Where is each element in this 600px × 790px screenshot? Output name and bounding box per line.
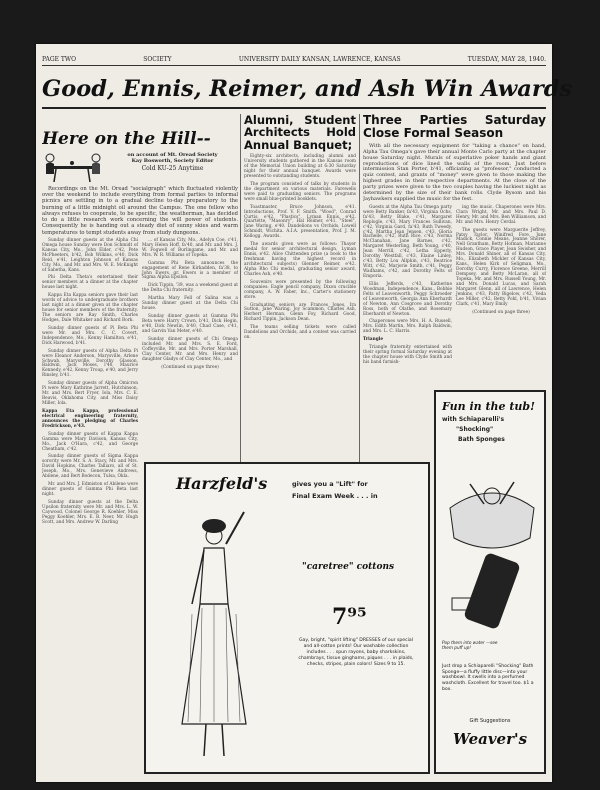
triangle-subhead: Triangle bbox=[363, 337, 384, 343]
hill-paragraph: Phi Delta Theta's entertained their senior members at a dinner at the chapter house last night. bbox=[42, 275, 138, 291]
hill-paragraph: Sunday dinner guests at the Delta Upsilon fraternity were Mr. and Mrs. L. W. Caywood, Colonel George R. Koehler, Miss Peggy Koehler, Mrs. E. B. Neer, Mr. Hugh Scott, and Mrs. Andrew W. Darling bbox=[42, 499, 138, 525]
alumni-paragraph: Eighty-six architects, including alumni and University students gathered in the Kansas room of the Memorial Union building at 6:30 Saturday night for their annual banquet. Awards were presented to outstanding students. bbox=[244, 154, 356, 179]
weavers-gift: Gift Suggestions bbox=[469, 718, 511, 724]
col2-paragraph: Sunday dinner guests at Gamma Phi Beta were Harry Crown, b'41, Dick Hegin, e'40, Dick Newlin, b'40, Chad Case, c'41, and Garvin Van Meter, e'40. bbox=[142, 314, 238, 334]
three-parties-headline: Three Parties Saturday Close Formal Season bbox=[363, 114, 546, 140]
col2-paragraph: Gamma Phi Beta announces the engagement of Rene Kirkadden, fa'38, to John Ewers, gr. Ewers is a member of Sigma Alpha Epsilon. bbox=[142, 260, 238, 281]
col2-paragraph: ... of Kansas City, Mo., Adelyn Coe, c'41, Mary Helen Hoff, fa'40, and Mr. and Mrs. J. W. Fogwell of Burlingame, and Mr. and Mrs. W. R. Williams of Topeka. bbox=[142, 237, 238, 258]
page-number: PAGE TWO bbox=[42, 56, 76, 63]
three-continued: (Continued on page three) bbox=[472, 309, 530, 315]
banner-headline: Good, Ennis, Reimer, and Ash Win Awards bbox=[42, 69, 546, 109]
harzfelds-tagline-1: gives you a "Lift" for bbox=[292, 480, 368, 488]
alumni-paragraph: The awards given were as follows: Thayer medal for senior architectural design, Lyman Ennis, e'42. Alice Chittenden prize (a book to the freshman having the highest record in architectural subjects) Glenner Reimer, e'42. Alpha Rho Chi medal, graduating senior award, Charles Ash, e'40. bbox=[244, 242, 356, 277]
hill-paragraph: Sunday dinner guests of Alpha Delta Pi were Eleanor Anderson, Marysville, Arlene Schwab, Marysville, Dorothy Glasson, Baldwin, Jack Moses, l'40, Maurice Kennedy, e'42, Kenny Troup, e'40, and Jerry Rinsley, b'41. bbox=[42, 348, 138, 379]
weavers-store-logo: Weaver's bbox=[452, 730, 528, 748]
hill-paragraph: Sunday dinner guests of Pi Beta Phi were Mr. and Mrs. C. C. Covert, Independence, Mo., Kenny Hamilton, e'41, Dick Harwood, b'41. bbox=[42, 325, 138, 346]
harzfelds-body: Gay, bright, "spirit lifting" DRESSES of our special and all-cotton prints! Our washable collection includes . . . spun rayons, baby sharkskins, chambrays, tissue ginghams, piques . . . in plaids, checks, stripes, plain colors! Sizes 9 to 15. bbox=[298, 638, 414, 667]
weavers-sponges: Bath Sponges bbox=[458, 436, 505, 443]
column-rule bbox=[359, 114, 360, 502]
three-paragraph: Chaperones were Mrs. H. A. Russell, Mrs. Edith Martin, Mrs. Ralph Baldwin, and Mrs. L. C. Harris. bbox=[363, 319, 452, 335]
weavers-caption: Pop them into water —see them puff up! bbox=[442, 640, 498, 651]
three-paragraph: The guests were Marguerite Jeffrey, Patsy Taylor, Winifred Fore, June Madick, Connie Means, Jeanne Shorer, Nell Grantham, Betty Hofman, Marianne Hudson, Grace Player, Jean Swisher, and Mrs. Donald Shiner, all of Kansas City, Mo., Elizabeth Mickler of Kansas City, Kans., Helen Kirk of Seligman, Mo., Dorothy Curry, Florence Greene, Merrill Dempsey, and Betty McLaran, all of Topeka, Mr. and Mrs. Russell Young, Mr. and Mrs. Donald Lucas, and Sarah Margaret Glenn, all of Lawrence, Helen Jenkins, c'43, Patty Bigelow, c'42, Veda Lee Miller, c'42, Betty Pohl, b'41, Vivian Clark, c'41, Mary Emily bbox=[456, 227, 546, 307]
harzfelds-logo: Harzfeld's bbox=[176, 474, 268, 493]
three-paragraph: Triangle fraternity entertained with their spring formal Saturday evening at the chapter house with Clyde Smith and his band furnish- bbox=[363, 345, 452, 365]
hill-paragraph: Kappa Eta Kappa seniors gave their last words of advice to undergraduate brothers last night at a dinner given at the chapter house for senior members of the fraternity. The seniors are Ray Smith, Charles Hodges, Dale Whitaker and Richard Bork. bbox=[42, 293, 138, 323]
picnic-illustration-icon bbox=[42, 152, 104, 182]
hill-cold-line: Cold KU-25 Anytime bbox=[141, 165, 204, 172]
hill-paragraph: Sunday dinner guests of Sigma Kappa sorority were Mr. S. A. Stacy, Mr. and Mrs. David Hopkins, Charles Talliaro, all of St. Joseph, Mo., Mrs. Genevieve Andrews, Abilene, and Bert Bodecon, Tulsa, Okla. bbox=[42, 454, 138, 480]
weavers-ad bbox=[434, 390, 546, 774]
three-paragraph: Guests at the Alpha Tau Omega party were Betty Banker, fa'43, Virginia Ochs, fa'43, Betty Blake, c'41, Margaret Replogle, c'43, Mary Frances Sullivan, c'42, Virginia Gard, fa'43, Ruth Tweedy, c'42, Martha Jean Jensen, c'43, Gloria Bachelle, c'42, Ruth Rice, c'43, Norma McClanahan, Jane Barnes, c'42, Margaret Westerling, Beth Young, c'40, Jean Merrill, c'42, Letha Epperly, Dorothy Westfall, c'43, Elaine Linley, c'43, Betty Lou Allphin, c'43, Beatrice Witt, c'42, Marjorie Smith, c'41, Peggy Wadhams, c'42, and Dorothy Felts of Emporia. bbox=[363, 204, 452, 279]
hill-paragraph: Sunday dinner guests at the Alpha Chi Omega house Sunday were Don Schmidt of Kansas City, Mo., John Elder, c'42, Pete McPheeters, b'42, Bob Wilkins, e'40, Dick Reid, e'41, Leighton Johnson of Kansas City, Mo., and Mr. and Mrs. W. E. McKnight of Sabetha, Kans. bbox=[42, 237, 138, 273]
three-intro: With all the necessary equipment for "taking a chance" on hand, Alpha Tau Omega's gave their annual Monte Carlo party at the chapter house Saturday night. Murals of superlative poker hands and giant reproductions of dice lined the walls of the room. Just before intermission Stan Porter, b'41, officiating as "professor," conducted a quiz contest, and grants of "money" were given to those making the highest grades in their respective departments. At the close of the party prizes were given to the two couples having the luckiest night as determined by the size of their bank rolls. Clyde Bysom and his Jayhawkers supplied the music for the fest. bbox=[363, 142, 546, 202]
section-name: SOCIETY bbox=[143, 56, 172, 63]
bathtub-illustration-icon bbox=[440, 448, 544, 638]
alumni-paragraph: The program consisted of talks by students in the department on various materials. Farewells were paid to graduating seniors. The programs were small blue-printed booklets. bbox=[244, 181, 356, 202]
harzfelds-product-name: "caretree" cottons bbox=[302, 562, 395, 572]
hill-byline-2: Kay Bosworth, Society Editor bbox=[131, 158, 214, 164]
weavers-shocking: "Shocking" bbox=[456, 426, 494, 433]
weavers-fun-headline: Fun in the tub! bbox=[442, 400, 535, 413]
hill-title: Here on the Hill-- bbox=[42, 129, 211, 150]
hill-paragraph: Sunday dinner guests of Kappa Kappa Gamma were Mary Davison, Kansas City, Mo., Jack O'Hara, c'42, and George Cheatham, c'42. bbox=[42, 431, 138, 452]
weavers-body: Just drop a Schiaparelli "Shocking" Bath Sponge—a fluffy little disc—into your washbowl. It swells into a perfumed washcloth. Excellent for travel too. $1 a box. bbox=[442, 664, 534, 692]
alumni-headline: Alumni, Student Architects Hold Annual Banquet; bbox=[244, 114, 356, 152]
col2-paragraph: Dick Tippin, '39, was a weekend guest at the Delta Chi fraternity. bbox=[142, 283, 238, 294]
col2-paragraph: Sunday dinner guests of Chi Omega included Mr. and Mrs. S. E. Ford, Coffeyville, Mr. and Mrs. Porter Marshall, Clay Center, Mr. and Mrs. Henry and daughter Gladys of Clay Center, Mo., and bbox=[142, 336, 238, 362]
harzfelds-tagline-2: Final Exam Week . . . in bbox=[292, 492, 378, 500]
three-paragraph: Ellis Jefferds, c'43, Katherine Woodman, Independence, Kans., Bobbie Felts of Leavenworth, Peggy Schroeder of Leavenworth, Georgia Ann Eberhardt of Newton, Ann Cosgrove and Dorothy Ross, both of Olathe, and Rosemary Eberhardt of Newton. bbox=[363, 281, 452, 317]
alumni-paragraph: Toastmaster, Bruce Johnson, e'41. Introductions, Prof. V. F. Smith. "Wood", Conrad Curtis, e'42. "Plastics", Lyman Ennis, e'42. Quartette, "Masonry", Hal Reimer, e'41. "Steel", Jane Waring, e'40. Dandelions vs Orchids, Lowell Schmidt, Wichita. A.I.A. presentation, Prof. J. M. Kellogg. Awards. bbox=[244, 204, 356, 240]
col2-paragraph: Martha Mary Fell of Salina was a Sunday dinner guest at the Delta Chi house. bbox=[142, 296, 238, 312]
hill-paragraph: Sunday dinner guests of Alpha Omicron Pi were Mary Kathrine Jarrett, Hutchinson, Mr. and Mrs. Bert Fryer, Iola, Mrs. C. E. Beavis, Oklahoma City, and Miss Daisy Miller, Iola. bbox=[42, 381, 138, 406]
page-header bbox=[42, 54, 546, 66]
col2-continued: (Continued on page three) bbox=[161, 364, 219, 370]
three-paragraph: ing the music. Chaperones were Mrs. Clara Wright, Mr. and Mrs. Paul D. Henry, Mr. and Mrs. Ben Williamson, and Mr. and Mrs. Henry Cerdal. bbox=[456, 204, 546, 225]
issue-date: TUESDAY, MAY 28, 1940. bbox=[467, 56, 546, 63]
alumni-paragraph: Souvenirs were presented by the following companies: Eagle pencil company, Dixon crucible company, A. W. Faber, Inc., Carter's stationery store. bbox=[244, 279, 356, 300]
harzfelds-price: 7⁹⁵ bbox=[332, 604, 367, 630]
alumni-paragraph: Graduating seniors are Frances Jones, Ira Sutton, Jane Waring, Joy Scammon, Charles Ash, Herbert Herman, Glenn Foy, Richard Good, Richard Tippin, Jackson Dean. bbox=[244, 302, 356, 323]
hill-paragraph: Kappa Eta Kappa, professional electrical engineering fraternity, announces the pledging of Charles Fredrickson, e'43. bbox=[42, 408, 138, 429]
newspaper-page bbox=[36, 44, 573, 782]
dress-model-illustration-icon bbox=[168, 504, 256, 764]
hill-intro: Recordings on the Mt. Oread "socialgraph" which fluctuated violently over the weekend to include everything from formal parties to informal picnics are settling in to a gradual decline to-day preparatory to the burning of a little midnight oil around the Campus. The one fellow who always refuses to cooperate, to be specific, the weatherman, has decided to do a little research work concerning the will power of students. Consequently he is handing out a steady diet of sunny skies and warm temperatures to tempt students away from study dungeons. bbox=[42, 186, 238, 236]
hill-paragraph: Mr. and Mrs. J. Edmiston of Abilene were dinner guests of Gamma Phi Beta last night. bbox=[42, 482, 138, 497]
harzfelds-ad bbox=[144, 462, 430, 774]
alumni-paragraph: The teams selling tickets were called Dandelions and Orchids, and a contest was carried on. bbox=[244, 325, 356, 341]
alumni-column bbox=[244, 114, 356, 504]
paper-name: UNIVERSITY DAILY KANSAN, LAWRENCE, KANSAS bbox=[238, 56, 401, 63]
hill-byline-1: on account of Mt. Oread Society bbox=[127, 152, 218, 158]
column-rule bbox=[240, 114, 241, 502]
weavers-with: with Schiaparelli's bbox=[442, 416, 505, 423]
